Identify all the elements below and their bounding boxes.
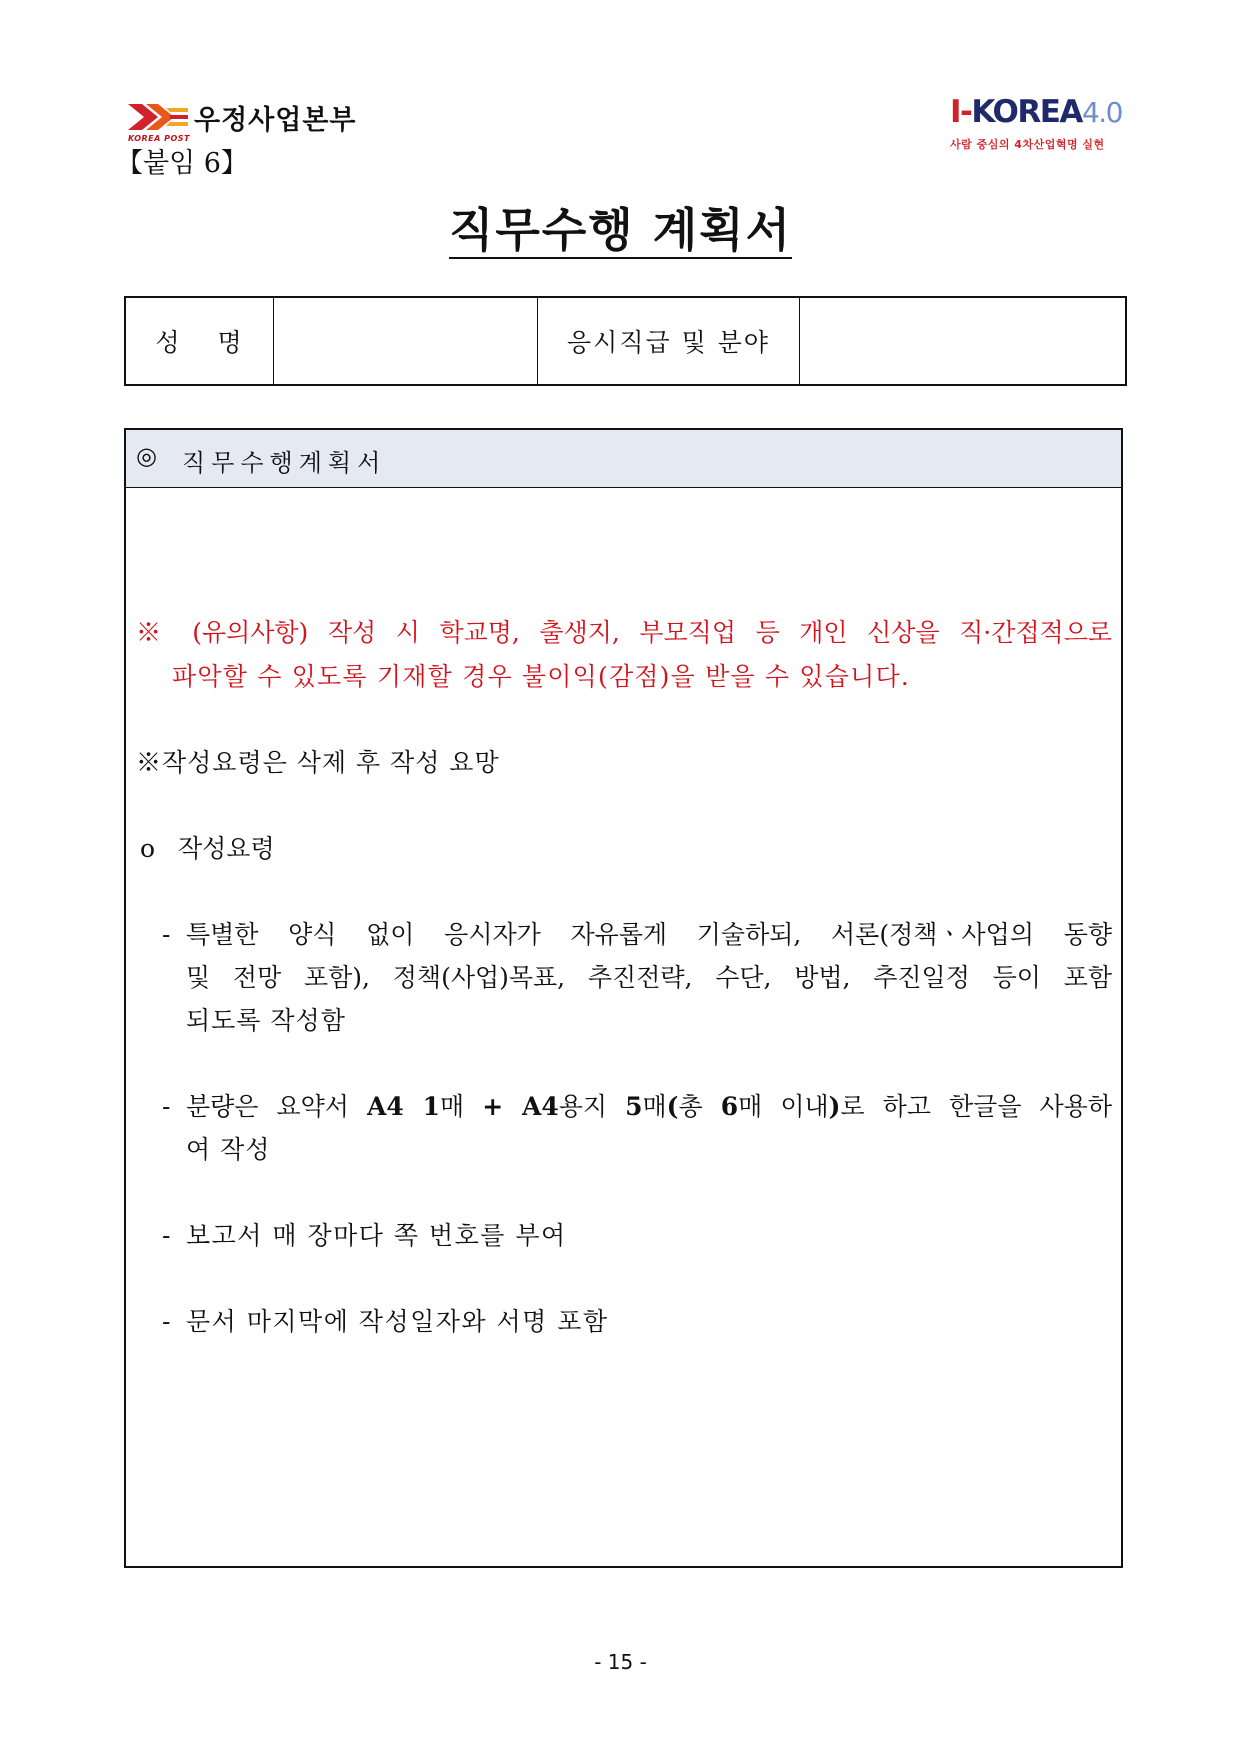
warning-line-1: ※ (유의사항) 작성 시 학교명, 출생지, 부모직업 등 개인 신상을 직·간접적으로	[136, 618, 1112, 647]
korea-post-sub: KOREA POST	[128, 134, 190, 143]
section-title: 작성요령	[178, 834, 275, 863]
applicant-info-table	[124, 296, 1127, 386]
item-dash: -	[162, 1307, 171, 1336]
item-dash: -	[162, 920, 171, 949]
item-1-line-1: 특별한 양식 없이 응시자가 자유롭게 기술하되, 서론(정책ㆍ사업의 동향	[186, 920, 1112, 949]
item-4-line-1: 문서 마지막에 작성일자와 서명 포함	[186, 1307, 609, 1336]
name-field[interactable]	[274, 298, 538, 384]
item-2-line-2: 여 작성	[186, 1135, 271, 1164]
item-2-line-1: 분량은 요약서 A4 1매 + A4용지 5매(총 6매 이내)로 하고 한글을 사용하	[186, 1092, 1112, 1121]
attachment-label: 【붙임 6】	[116, 148, 248, 179]
item-1-line-2: 및 전망 포함), 정책(사업)목표, 추진전략, 수단, 방법, 추진일정 등이 포함	[186, 963, 1112, 992]
double-circle-icon: ◎	[136, 442, 157, 470]
i-korea-tagline: 사람 중심의 4차산업혁명 실현	[950, 138, 1105, 151]
i-korea-wordmark: I-KOREA4.0	[950, 94, 1122, 130]
item-1-line-3: 되도록 작성함	[186, 1006, 346, 1035]
name-label: 성명	[126, 298, 274, 384]
instruction-note: ※작성요령은 삭제 후 작성 요망	[136, 748, 500, 777]
item-dash: -	[162, 1092, 171, 1121]
korea-post-name: 우정사업본부	[194, 105, 357, 136]
korea-post-emblem-icon	[128, 100, 188, 134]
position-label: 응시직급 및 분야	[538, 298, 800, 384]
i-korea-logo	[950, 94, 1130, 154]
item-dash: -	[162, 1221, 171, 1250]
warning-line-2: 파악할 수 있도록 기재할 경우 불이익(감점)을 받을 수 있습니다.	[172, 662, 910, 691]
item-3-line-1: 보고서 매 장마다 쪽 번호를 부여	[186, 1221, 567, 1250]
plan-header	[126, 430, 1121, 488]
plan-box	[124, 428, 1123, 1568]
document-title: 직무수행 계획서	[448, 203, 793, 257]
position-field[interactable]	[800, 298, 1125, 384]
page-number: - 15 -	[594, 1650, 647, 1674]
plan-header-title: 직무수행계획서	[182, 449, 387, 477]
section-bullet: o	[140, 834, 156, 863]
